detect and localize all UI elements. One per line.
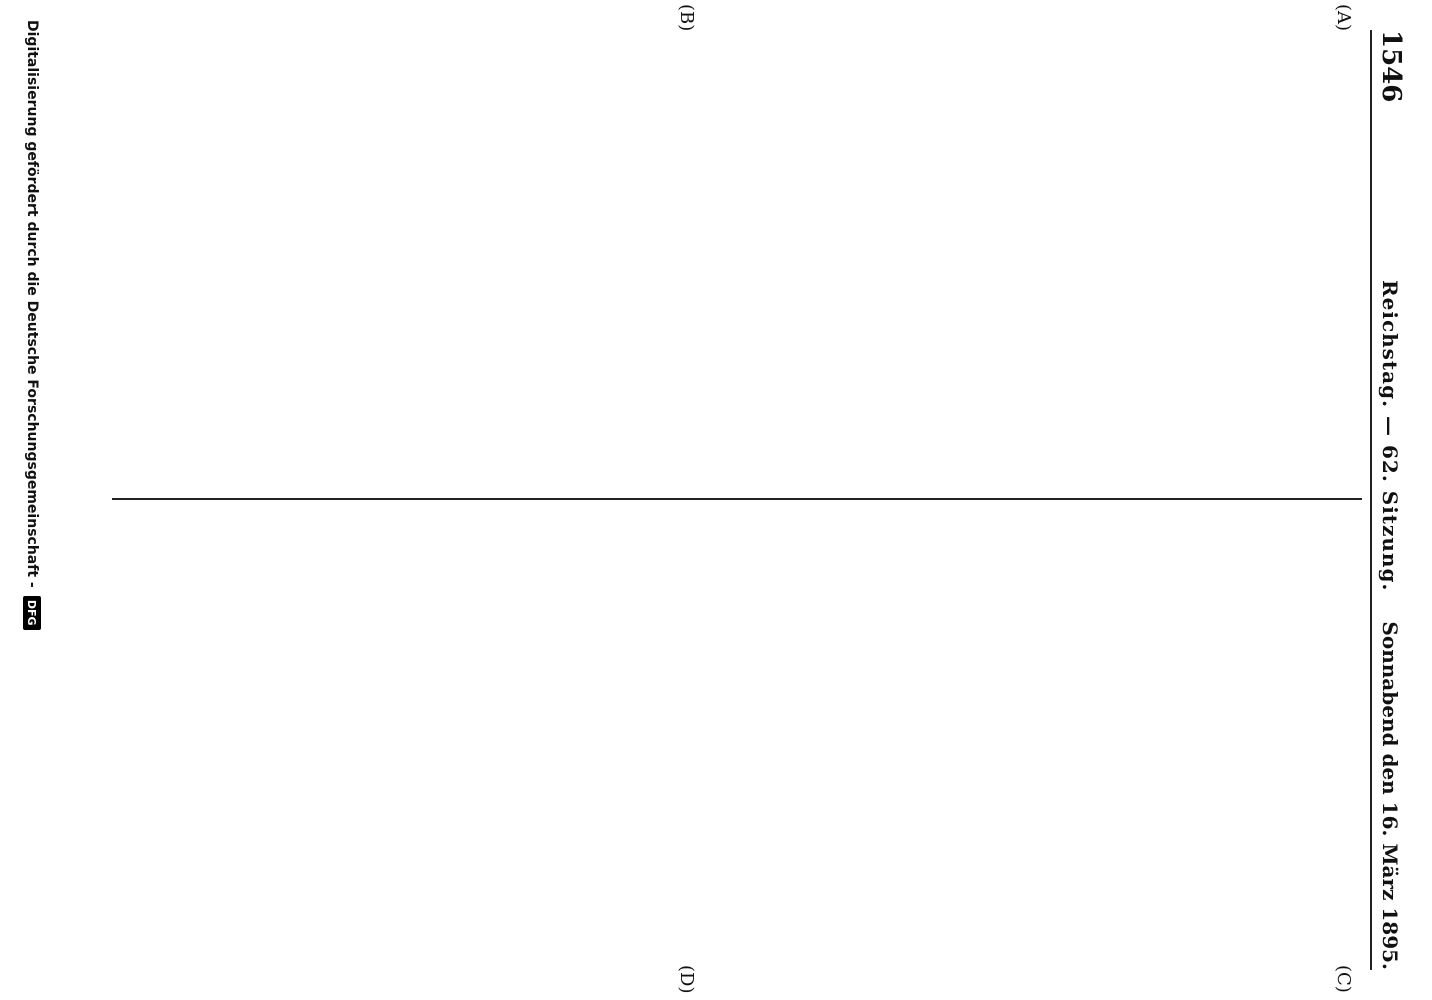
margin-letter-d: (D) [676, 965, 697, 994]
text-line [830, 515, 849, 970]
text-line [659, 515, 678, 970]
text-line [564, 515, 583, 970]
text-line [868, 515, 887, 970]
text-line [412, 30, 431, 485]
text-line [355, 515, 374, 970]
text-line [1229, 30, 1248, 485]
text-line [697, 515, 716, 970]
text-line [1191, 515, 1210, 970]
text-line [355, 30, 374, 485]
text-line [336, 30, 355, 485]
text-line [868, 30, 887, 485]
text-line [1153, 515, 1172, 970]
text-line [659, 30, 678, 485]
text-line [279, 515, 298, 970]
text-line [773, 30, 792, 485]
text-line [602, 515, 621, 970]
right-column [112, 515, 1362, 970]
text-line [830, 30, 849, 485]
text-line [393, 30, 412, 485]
text-line [1229, 515, 1248, 970]
text-line [431, 515, 450, 970]
text-line [1267, 515, 1286, 970]
text-line [773, 515, 792, 970]
text-line [260, 515, 279, 970]
text-line [982, 515, 1001, 970]
text-line [1286, 30, 1305, 485]
text-line [1305, 515, 1324, 970]
text-line [317, 30, 336, 485]
digitization-note [17, 20, 47, 980]
text-line [1115, 515, 1134, 970]
text-line [431, 30, 450, 485]
text-line [754, 515, 773, 970]
text-line [488, 515, 507, 970]
text-line [583, 515, 602, 970]
text-line [412, 515, 431, 970]
text-line [222, 30, 241, 485]
text-line [982, 30, 1001, 485]
text-line [1324, 515, 1343, 970]
text-line [374, 30, 393, 485]
text-line [1172, 30, 1191, 485]
text-line [1248, 30, 1267, 485]
text-line [374, 515, 393, 970]
text-line [583, 30, 602, 485]
text-line [621, 515, 640, 970]
text-line [1134, 30, 1153, 485]
text-line [450, 515, 469, 970]
text-line [526, 30, 545, 485]
text-line [317, 515, 336, 970]
text-line [849, 515, 868, 970]
text-line [944, 515, 963, 970]
text-line [1001, 515, 1020, 970]
text-line [925, 30, 944, 485]
text-line [279, 30, 298, 485]
text-line [602, 30, 621, 485]
text-line [298, 515, 317, 970]
text-line [260, 30, 279, 485]
text-line [887, 30, 906, 485]
digitization-text: Digitalisierung gefördert durch die Deutsche Forschungsgemeinschaft - [24, 20, 40, 588]
text-line [697, 30, 716, 485]
text-line [1020, 30, 1039, 485]
margin-letter-c: (C) [1333, 965, 1354, 993]
text-line [222, 515, 241, 970]
session-heading: Reichstag. — 62. Sitzung. [1378, 280, 1402, 592]
text-line [545, 30, 564, 485]
text-line [716, 30, 735, 485]
text-line [640, 30, 659, 485]
text-line [1324, 30, 1343, 485]
text-line [1039, 30, 1058, 485]
text-line [241, 515, 260, 970]
text-line [1343, 515, 1362, 970]
text-line [469, 30, 488, 485]
text-line [1286, 515, 1305, 970]
text-line [336, 515, 355, 970]
text-line [526, 515, 545, 970]
text-line [849, 30, 868, 485]
text-line [1001, 30, 1020, 485]
page-header [1370, 30, 1412, 970]
text-line [640, 515, 659, 970]
text-line [1267, 30, 1286, 485]
text-line [1096, 30, 1115, 485]
text-line [1115, 30, 1134, 485]
text-line [1058, 515, 1077, 970]
text-line [678, 30, 697, 485]
text-line [735, 515, 754, 970]
text-line [792, 515, 811, 970]
text-line [1343, 30, 1362, 485]
text-line [887, 515, 906, 970]
text-line [906, 30, 925, 485]
text-line [963, 515, 982, 970]
text-line [621, 30, 640, 485]
margin-letter-b: (B) [676, 4, 697, 32]
column-divider [112, 498, 1362, 500]
text-line [716, 515, 735, 970]
text-line [469, 515, 488, 970]
left-column [112, 30, 1362, 485]
text-line [678, 515, 697, 970]
text-line [925, 515, 944, 970]
text-line [811, 30, 830, 485]
text-line [488, 30, 507, 485]
text-line [1039, 515, 1058, 970]
margin-letter-a: (A) [1333, 4, 1354, 32]
text-line [1096, 515, 1115, 970]
text-line [1191, 30, 1210, 485]
text-line [811, 515, 830, 970]
text-line [754, 30, 773, 485]
text-line [792, 30, 811, 485]
text-line [1248, 515, 1267, 970]
text-line [393, 515, 412, 970]
text-line [450, 30, 469, 485]
session-date: Sonnabend den 16. März 1895. [1378, 621, 1402, 970]
text-line [1058, 30, 1077, 485]
text-line [944, 30, 963, 485]
text-line [507, 30, 526, 485]
text-line [241, 30, 260, 485]
text-line [1210, 515, 1229, 970]
text-line [507, 515, 526, 970]
text-line [1305, 30, 1324, 485]
text-line [184, 515, 203, 970]
text-line [1172, 515, 1191, 970]
text-line [735, 30, 754, 485]
text-line [545, 515, 564, 970]
text-line [1153, 30, 1172, 485]
dfg-logo: DFG [23, 596, 41, 630]
text-line [1134, 515, 1153, 970]
text-line [203, 515, 222, 970]
text-line [564, 30, 583, 485]
text-line [1077, 30, 1096, 485]
text-line [1020, 515, 1039, 970]
text-line [1210, 30, 1229, 485]
page-number: 1546 [1376, 30, 1406, 103]
text-line [906, 515, 925, 970]
text-line [1077, 515, 1096, 970]
text-line [963, 30, 982, 485]
text-line [298, 30, 317, 485]
